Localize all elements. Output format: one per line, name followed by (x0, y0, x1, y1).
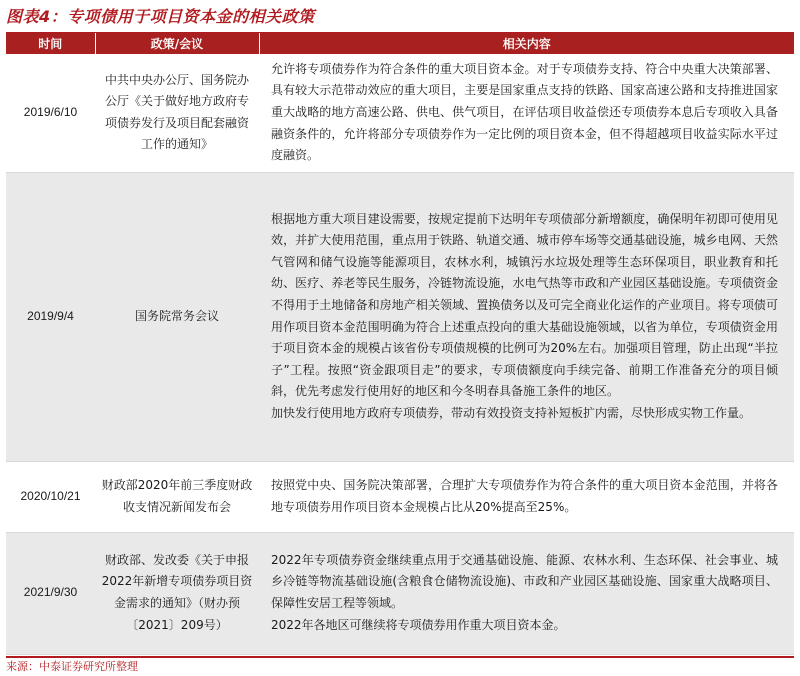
row-content (259, 532, 794, 654)
header-date: 时间 (6, 33, 95, 54)
figure-title: 图表4：专项债用于项目资本金的相关政策 (6, 7, 315, 26)
content-paragraph: 按照党中央、国务院决策部署，合理扩大专项债券作为符合条件的重大项目资本金范围，并将各地专项债券用作项目资本金规模占比从20%提高至25%。 (271, 477, 778, 514)
row-date: 2019/9/4 (6, 172, 95, 461)
row-content (259, 461, 794, 532)
row-policy: 财政部、发改委《关于申报2022年新增专项债券项目资金需求的通知》（财办预〔2021〕209号） (95, 532, 259, 654)
table-row (6, 461, 794, 532)
row-date: 2020/10/21 (6, 461, 95, 532)
row-date: 2019/6/10 (6, 54, 95, 172)
row-policy: 中共中央办公厅、国务院办公厅《关于做好地方政府专项债券发行及项目配套融资工作的通知》 (95, 54, 259, 172)
row-content (259, 172, 794, 461)
table-row (6, 172, 794, 461)
table-header-row (6, 33, 794, 54)
content-paragraph: 允许将专项债券作为符合条件的重大项目资本金。对于专项债券支持、符合中央重大决策部署、具有较大示范带动效应的重大项目，主要是国家重点支持的铁路、国家高速公路和支持推进国家重大战略的地方高速公路、供电、供气项目，在评估项目收益偿还专项债券本息后专项收入具备融资条件的，允许将部分专项债券作为一定比例的项目资本金，但不得超越项目收益实际水平过度融资。 (271, 61, 778, 163)
header-policy: 政策/会议 (95, 33, 259, 54)
content-paragraph: 根据地方重大项目建设需要，按规定提前下达明年专项债部分新增额度，确保明年初即可使用见效，并扩大使用范围，重点用于铁路、轨道交通、城市停车场等交通基础设施，城乡电网、天然气管网和储气设施等能源项目，农林水利，城镇污水垃圾处理等生态环保项目，职业教育和托幼、医疗、养老等民生服务，冷链物流设施，水电气热等市政和产业园区基础设施。专项债资金不得用于土地储备和房地产相关领域、置换债务以及可完全商业化运作的产业项目。将专项债可用作项目资本金范围明确为符合上述重点投向的重大基础设施领域，以省为单位，专项债资金用于项目资本金的规模占该省份专项债规模的比例可为20%左右。加强项目管理，防止出现“半拉子”工程。按照“资金跟项目走”的要求，专项债额度向手续完备、前期工作准备充分的项目倾斜，优先考虑发行使用好的地区和今冬明春具备施工条件的地区。 (271, 211, 778, 399)
source-note: 来源：中泰证券研究所整理 (6, 656, 794, 676)
row-policy: 财政部2020年前三季度财政收支情况新闻发布会 (95, 461, 259, 532)
header-content: 相关内容 (259, 33, 794, 54)
table-row (6, 532, 794, 654)
row-policy: 国务院常务会议 (95, 172, 259, 461)
content-paragraph: 2022年专项债券资金继续重点用于交通基础设施、能源、农林水利、生态环保、社会事业、城乡冷链等物流基础设施(含粮食仓储物流设施)、市政和产业园区基础设施、国家重大战略项目、保障性安居工程等领域。 (271, 552, 778, 610)
row-content (259, 54, 794, 172)
row-date: 2021/9/30 (6, 532, 95, 654)
policy-table (6, 33, 794, 655)
content-paragraph: 2022年各地区可继续将专项债券用作重大项目资本金。 (271, 617, 566, 632)
table-row (6, 54, 794, 172)
content-paragraph: 加快发行使用地方政府专项债券，带动有效投资支持补短板扩内需，尽快形成实物工作量。 (271, 405, 752, 420)
